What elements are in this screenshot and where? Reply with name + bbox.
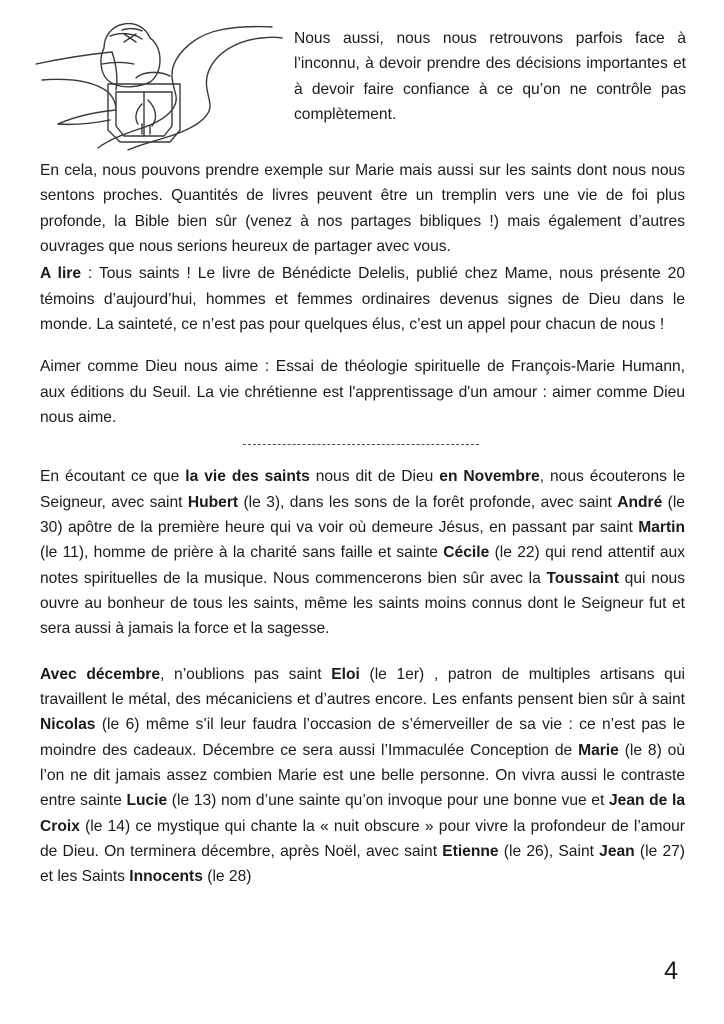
- lantern-flame-right: [148, 100, 155, 126]
- fist-right-outline: [150, 38, 160, 82]
- paragraph-novembre: [40, 464, 685, 641]
- decembre-seg-1: , n’oublions pas saint: [160, 665, 332, 683]
- decembre-seg-6: (le 14) ce mystique qui chante la « nuit obscure » pour vivre la profondeur de l’amour de Dieu. On terminera décembre, après Noël, avec saint: [40, 817, 685, 860]
- body-text-column: [40, 158, 685, 890]
- road-edge-right-top: [220, 27, 272, 30]
- intro-block: [0, 0, 724, 150]
- novembre-seg-6: (le 11), homme de prière à la charité sans faille et sainte: [40, 544, 444, 562]
- page-number: 4: [664, 957, 678, 985]
- lantern-flame-left: [136, 104, 142, 124]
- novembre-seg-2: nous dit de Dieu: [309, 468, 440, 486]
- novembre-seg-4: (le 3), dans les sons de la forêt profonde, avec saint: [238, 493, 618, 511]
- intro-paragraph: Nous aussi, nous nous retrouvons parfois face à l’inconnu, à devoir prendre des décisions importantes et à devoir faire confiance à ce qu’on ne contrôle pas complètement.: [294, 30, 686, 123]
- novembre-seg-7: (le 22) qui rend attentif aux notes spirituelles de la musique. Nous commencerons bien sûr avec la: [40, 544, 685, 587]
- novembre-seg-5: (le 30) apôtre de la première heure qui va voir où demeure Jésus, en passant par saint: [40, 493, 685, 536]
- paragraph-decembre: [40, 662, 685, 890]
- decembre-bold-innocents: Innocents: [129, 868, 203, 886]
- novembre-bold-vie-des-saints: la vie des saints: [185, 468, 310, 486]
- decembre-bold-jean: Jean: [599, 842, 635, 860]
- paragraph-en-cela: [40, 158, 685, 259]
- section-separator-wrap: [40, 430, 685, 464]
- novembre-bold-hubert: Hubert: [187, 493, 239, 511]
- novembre-bold-martin: Martin: [638, 518, 685, 536]
- fist-bottom-outline: [101, 48, 150, 87]
- decembre-seg-3: (le 6) même s’il leur faudra l’occasion de s’émerveiller de sa vie : ce n’est pas le moindre des cadeaux. Décembre ce sera aussi l’Immaculée Conception de: [40, 716, 685, 759]
- novembre-seg-3: , nous écouterons le Seigneur, avec saint: [40, 468, 686, 511]
- decembre-seg-4: (le 8) où l’on ne dit jamais assez combien Marie est une belle personne. On vivra aussi le contraste entre sainte: [40, 741, 685, 810]
- hand-holding-lantern-illustration: [24, 12, 286, 152]
- novembre-seg-1: En écoutant ce que: [40, 468, 186, 486]
- decembre-seg-5: (le 13) nom d’une sainte qu’on invoque pour une bonne vue et: [167, 792, 609, 810]
- arm-lower-line: [42, 79, 116, 110]
- novembre-bold-toussaint: Toussaint: [546, 569, 619, 587]
- aimer-comme-dieu-text: Aimer comme Dieu nous aime : Essai de théologie spirituelle de François-Marie Humann, aux éditions du Seuil. La vie chrétienne est l'apprentissage d'un amour : aimer comme Dieu nous aime.: [40, 358, 685, 426]
- decembre-bold-nicolas: Nicolas: [40, 716, 96, 734]
- a-lire-text: : Tous saints ! Le livre de Bénédicte Delelis, publié chez Mame, nous présente 20 témoins d’aujourd’hui, hommes et femmes ordinaires devenus signes de Dieu dans le monde. La sainteté, ce n’est pas pour quelques élus, c’est un appel pour chacun de nous !: [40, 265, 685, 333]
- road-line-inner: [128, 38, 262, 150]
- decembre-bold-etienne: Etienne: [442, 842, 499, 860]
- decembre-bold-avec-decembre: Avec décembre: [40, 665, 161, 683]
- decembre-seg-2: (le 1er) , patron de multiples artisans qui travaillent le métal, des mécaniciens et d’autres encore. Les enfants pensent bien sûr à saint: [40, 665, 685, 708]
- paragraph-a-lire: [40, 261, 685, 337]
- finger-crease-2: [122, 29, 142, 31]
- decembre-seg-9: (le 28): [202, 868, 252, 886]
- novembre-bold-en-novembre: en Novembre: [439, 468, 540, 486]
- decembre-seg-7: (le 26), Saint: [498, 842, 600, 860]
- lantern-handle: [136, 72, 170, 78]
- decembre-bold-lucie: Lucie: [126, 792, 168, 810]
- novembre-bold-andre: André: [617, 493, 663, 511]
- finger-crease-3: [102, 63, 134, 65]
- dashed-separator: [243, 444, 479, 445]
- a-lire-label: A lire: [40, 265, 82, 283]
- decembre-seg-8: (le 27) et les Saints: [40, 842, 685, 886]
- finger-crease-1: [110, 34, 142, 39]
- decembre-bold-marie: Marie: [578, 741, 619, 759]
- road-edge-right: [262, 37, 282, 38]
- novembre-bold-cecile: Cécile: [443, 544, 490, 562]
- paragraph-en-cela-text: En cela, nous pouvons prendre exemple sur Marie mais aussi sur les saints dont nous nous sentons proches. Quantités de livres peuvent être un tremplin vers une vie de foi plus profonde, la Bible bien sûr (venez à nos partages bibliques !) mais également d’autres ouvrages que nous serions heureux de partager avec vous.: [40, 162, 685, 255]
- novembre-seg-8: qui nous ouvre au bonheur de tous les saints, même les saints moins connus dont le Seigneur fut et sera aussi à jamais la force et la sagesse.: [40, 569, 685, 638]
- paragraph-aimer-comme-dieu: [40, 354, 685, 430]
- decembre-bold-jean-de-la-croix: Jean de la Croix: [40, 792, 685, 835]
- decembre-bold-eloi: Eloi: [331, 665, 360, 683]
